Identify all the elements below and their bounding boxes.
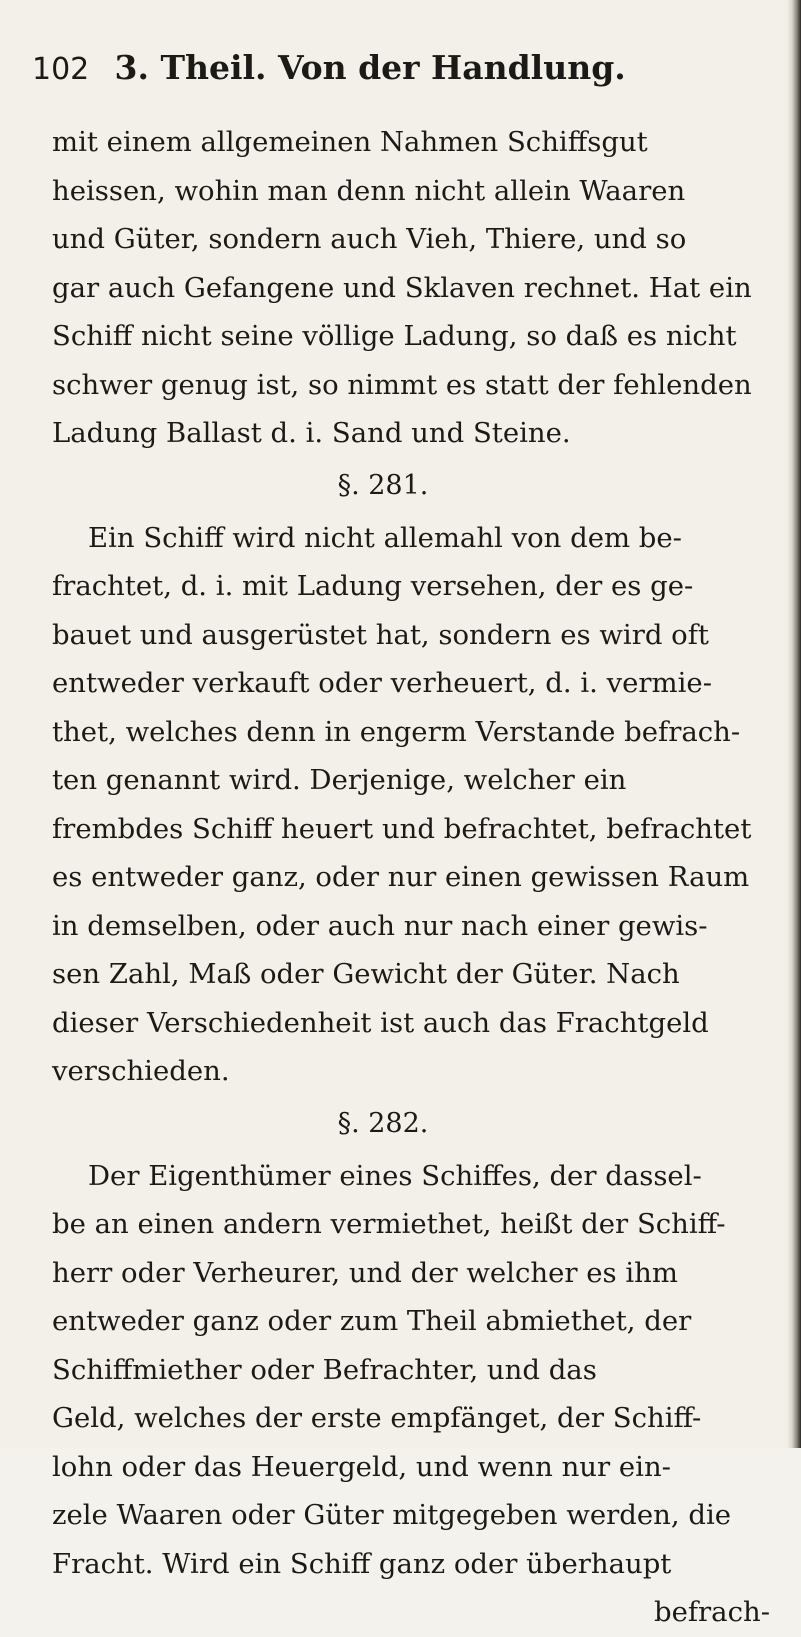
text-line: zele Waaren oder Güter mitgegeben werden, die <box>52 1499 732 1531</box>
text-line: gar auch Gefangene und Sklaven rechnet. Hat ein <box>52 271 752 304</box>
text-line: heissen, wohin man denn nicht allein Waaren <box>52 174 686 207</box>
running-head <box>32 38 772 98</box>
chapter-title: 3. Theil. Von der Handlung. <box>114 48 626 87</box>
text-line: Fracht. Wird ein Schiff ganz oder überhaupt <box>52 1547 672 1580</box>
text-line: dieser Verschiedenheit ist auch das Frachtgeld <box>52 1006 709 1039</box>
text-line: und Güter, sondern auch Vieh, Thiere, und so <box>52 223 687 255</box>
text-line: Der Eigenthümer eines Schiffes, der dassel- <box>88 1159 702 1192</box>
text-line: be an einen andern vermiethet, heißt der Schiff- <box>52 1208 726 1240</box>
text-line: es entweder ganz, oder nur einen gewissen Raum <box>52 861 750 893</box>
text-line: Schiff nicht seine völlige Ladung, so daß es nicht <box>52 320 737 352</box>
text-line: ten genannt wird. Derjenige, welcher ein <box>52 764 627 796</box>
body-text <box>52 118 774 1637</box>
catchword: befrach- <box>653 1596 770 1628</box>
section-heading-281: §. 281. <box>337 469 429 501</box>
page-number: 102 <box>32 52 90 87</box>
text-line: verschieden. <box>52 1055 230 1087</box>
paragraph-1 <box>52 118 774 458</box>
text-line: entweder verkauft oder verheuert, d. i. vermie- <box>52 667 712 699</box>
text-line: herr oder Verheurer, und der welcher es ihm <box>52 1256 678 1289</box>
text-line: lohn oder das Heuergeld, und wenn nur ein- <box>52 1450 671 1483</box>
text-line: schwer genug ist, so nimmt es statt der fehlenden <box>52 368 752 401</box>
text-line: frachtet, d. i. mit Ladung versehen, der es ge- <box>52 570 694 602</box>
text-line: Schiffmiether oder Befrachter, und das <box>52 1353 597 1386</box>
text-line: Ladung Ballast d. i. Sand und Steine. <box>52 417 571 449</box>
page-edge-shadow <box>787 0 801 1448</box>
paragraph-3 <box>52 1152 774 1589</box>
paragraph-2 <box>52 514 774 1096</box>
text-line: in demselben, oder auch nur nach einer gewis- <box>52 909 708 942</box>
text-line: thet, welches denn in engerm Verstande befrach- <box>52 715 741 748</box>
text-line: entweder ganz oder zum Theil abmiethet, der <box>52 1305 692 1337</box>
text-line: mit einem allgemeinen Nahmen Schiffsgut <box>52 126 648 158</box>
text-line: frembdes Schiff heuert und befrachtet, befrachtet <box>52 812 752 845</box>
section-heading-282: §. 282. <box>337 1107 429 1139</box>
text-line: bauet und ausgerüstet hat, sondern es wird oft <box>52 618 709 651</box>
text-line: Ein Schiff wird nicht allemahl von dem be- <box>88 521 682 554</box>
text-line: sen Zahl, Maß oder Gewicht der Güter. Nach <box>52 958 680 990</box>
text-line: Geld, welches der erste empfänget, der Schiff- <box>52 1402 702 1434</box>
